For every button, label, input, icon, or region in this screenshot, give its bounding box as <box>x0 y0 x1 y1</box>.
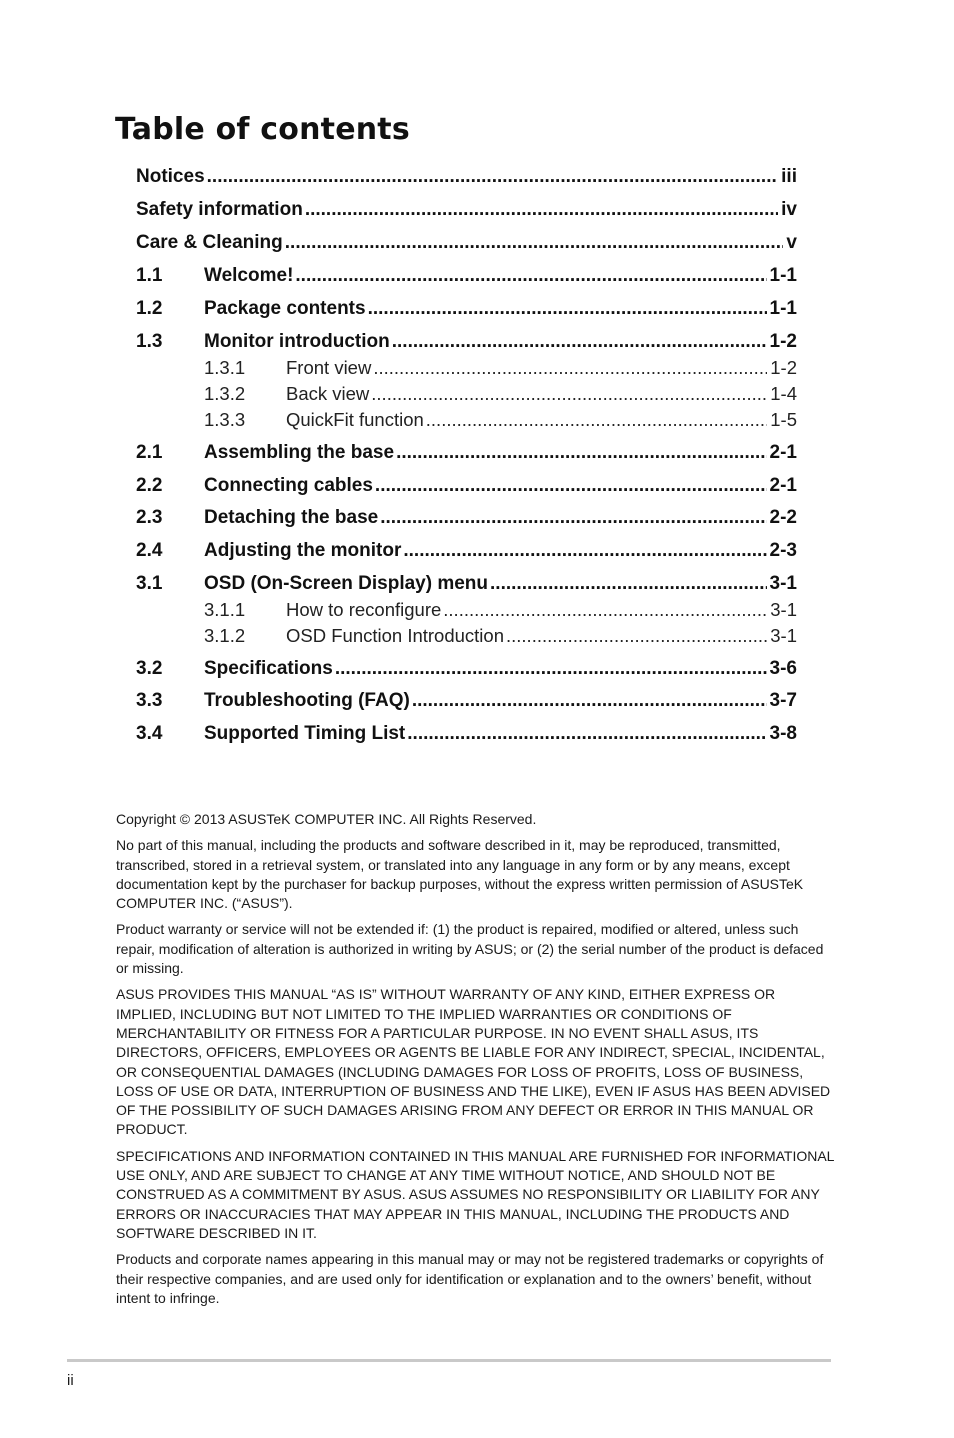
toc-entry[interactable] <box>136 331 797 359</box>
toc-dot-leader <box>403 540 766 562</box>
toc-entry[interactable] <box>136 383 797 411</box>
toc-dot-leader <box>412 690 767 712</box>
toc-entry-label: OSD Function Introduction <box>286 625 504 646</box>
toc-entry-number: 1.1 <box>136 265 163 286</box>
toc-entry-number: 2.3 <box>136 507 163 528</box>
page-number: ii <box>67 1372 74 1389</box>
toc-dot-leader <box>335 658 767 680</box>
toc-entry-label: Safety information <box>136 199 303 220</box>
toc-dot-leader <box>295 265 766 287</box>
toc-entry[interactable] <box>136 409 797 437</box>
toc-entry[interactable] <box>136 199 797 227</box>
toc-dot-leader <box>490 573 767 595</box>
toc-entry-label: Front view <box>286 357 372 378</box>
toc-dot-leader <box>368 298 767 320</box>
toc-entry-page: 3-6 <box>769 658 797 679</box>
toc-entry-label: Supported Timing List <box>204 723 406 744</box>
toc-dot-leader <box>285 232 784 254</box>
toc-entry-page: 1-4 <box>770 383 797 404</box>
toc-dot-leader <box>207 166 779 188</box>
toc-entry-number: 1.3 <box>136 331 163 352</box>
toc-entry[interactable] <box>136 599 797 627</box>
page-title: Table of contents <box>115 112 410 147</box>
toc-entry-label: Specifications <box>204 658 333 679</box>
toc-dot-leader <box>380 507 766 529</box>
toc-dot-leader <box>373 357 767 379</box>
legal-notice <box>116 810 836 1315</box>
toc-entry-label: Adjusting the monitor <box>204 540 402 561</box>
toc-dot-leader <box>371 383 767 405</box>
toc-entry-page: 1-2 <box>769 331 797 352</box>
legal-paragraph: Copyright © 2013 ASUSTeK COMPUTER INC. All Rights Reserved. <box>116 811 537 827</box>
toc-entry[interactable] <box>136 166 797 194</box>
toc-dot-leader <box>305 199 778 221</box>
toc-entry-page: 2-2 <box>769 507 797 528</box>
legal-paragraph: No part of this manual, including the products and software described in it, may be reproduced, transmitted, transcribed, stored in a retrieval system, or translated into any language in any form or by any means, except documentation kept by the purchaser for backup purposes, without the express written permission of ASUSTeK COMPUTER INC. (“ASUS”). <box>116 837 804 912</box>
toc-entry-number: 1.3.1 <box>204 357 246 378</box>
toc-entry-label: How to reconfigure <box>286 599 442 620</box>
toc-entry-label: Notices <box>136 166 205 187</box>
toc-entry[interactable] <box>136 265 797 293</box>
toc-entry-page: 3-8 <box>769 723 797 744</box>
toc-entry-page: 1-2 <box>770 357 797 378</box>
toc-entry-page: 3-7 <box>769 690 797 711</box>
legal-paragraph: Products and corporate names appearing in this manual may or may not be registered trademarks or copyrights of their respective companies, and are used only for identification or explanation and to the owners’ benefit, without intent to infringe. <box>116 1251 824 1306</box>
toc-entry-page: 3-1 <box>769 573 797 594</box>
toc-dot-leader <box>506 625 767 647</box>
toc-entry-label: QuickFit function <box>286 409 424 430</box>
toc-dot-leader <box>443 599 767 621</box>
toc-entry[interactable] <box>136 357 797 385</box>
toc-entry-number: 1.3.3 <box>204 409 246 430</box>
toc-dot-leader <box>407 723 766 745</box>
toc-entry[interactable] <box>136 507 797 535</box>
toc-entry[interactable] <box>136 442 797 470</box>
toc-entry-label: Back view <box>286 383 370 404</box>
toc-entry-label: Welcome! <box>204 265 294 286</box>
toc-entry-label: Assembling the base <box>204 442 395 463</box>
toc-dot-leader <box>396 442 766 464</box>
toc-entry[interactable] <box>136 690 797 718</box>
toc-entry-number: 3.1 <box>136 573 163 594</box>
toc-dot-leader <box>375 475 767 497</box>
toc-entry-number: 3.4 <box>136 723 163 744</box>
toc-entry[interactable] <box>136 475 797 503</box>
toc-entry-label: OSD (On-Screen Display) menu <box>204 573 489 594</box>
legal-paragraph: Product warranty or service will not be extended if: (1) the product is repaired, modified or altered, unless such repair, modification of alteration is authorized in writing by ASUS; or (2) the serial number of the product is defaced or missing. <box>116 921 824 977</box>
toc-entry[interactable] <box>136 298 797 326</box>
toc-entry-page: 1-1 <box>769 265 797 286</box>
toc-entry-label: Troubleshooting (FAQ) <box>204 690 410 711</box>
toc-entry-number: 2.1 <box>136 442 163 463</box>
toc-entry-number: 3.1.1 <box>204 599 246 620</box>
toc-entry-page: 3-1 <box>770 625 797 646</box>
toc-dot-leader <box>426 409 767 431</box>
toc-entry-page: iv <box>781 199 797 220</box>
legal-paragraph: SPECIFICATIONS AND INFORMATION CONTAINED IN THIS MANUAL ARE FURNISHED FOR INFORMATIONAL USE ONLY, AND ARE SUBJECT TO CHANGE AT ANY TIME WITHOUT NOTICE, AND SHOULD NOT BE CONSTRUED AS A COMMITMENT BY ASUS. ASUS ASSUMES NO RESPONSIBILITY OR LIABILITY FOR ANY ERRORS OR INACCURACIES THAT MAY APPEAR IN THIS MANUAL, INCLUDING THE PRODUCTS AND SOFTWARE DESCRIBED IN IT. <box>116 1147 834 1241</box>
toc-entry-page: 2-1 <box>769 475 797 496</box>
legal-paragraph: ASUS PROVIDES THIS MANUAL “AS IS” WITHOUT WARRANTY OF ANY KIND, EITHER EXPRESS OR IMPLIED, INCLUDING BUT NOT LIMITED TO THE IMPLIED WARRANTIES OR CONDITIONS OF MERCHANTABILITY OR FITNESS FOR A PARTICULAR PURPOSE. IN NO EVENT SHALL ASUS, ITS DIRECTORS, OFFICERS, EMPLOYEES OR AGENTS BE LIABLE FOR ANY INDIRECT, SPECIAL, INCIDENTAL, OR CONSEQUENTIAL DAMAGES (INCLUDING DAMAGES FOR LOSS OF PROFITS, LOSS OF BUSINESS, LOSS OF USE OR DATA, INTERRUPTION OF BUSINESS AND THE LIKE), EVEN IF ASUS HAS BEEN ADVISED OF THE POSSIBILITY OF SUCH DAMAGES ARISING FROM ANY DEFECT OR ERROR IN THIS MANUAL OR PRODUCT. <box>116 986 831 1138</box>
toc-entry-label: Monitor introduction <box>204 331 390 352</box>
toc-entry-page: 2-3 <box>769 540 797 561</box>
toc-entry-page: 1-5 <box>770 409 797 430</box>
toc-entry-number: 3.3 <box>136 690 163 711</box>
toc-entry-label: Connecting cables <box>204 475 373 496</box>
toc-entry[interactable] <box>136 540 797 568</box>
toc-dot-leader <box>392 331 767 353</box>
toc-entry[interactable] <box>136 723 797 751</box>
toc-entry-page: 2-1 <box>769 442 797 463</box>
toc-entry-label: Package contents <box>204 298 366 319</box>
toc-entry-page: 3-1 <box>770 599 797 620</box>
footer-divider <box>67 1359 831 1362</box>
toc-entry-number: 3.2 <box>136 658 163 679</box>
toc-entry-label: Care & Cleaning <box>136 232 283 253</box>
toc-entry[interactable] <box>136 232 797 260</box>
toc-entry[interactable] <box>136 625 797 653</box>
toc-entry-page: 1-1 <box>769 298 797 319</box>
toc-entry-number: 1.3.2 <box>204 383 246 404</box>
toc-entry[interactable] <box>136 573 797 601</box>
toc-entry[interactable] <box>136 658 797 686</box>
toc-entry-page: iii <box>781 166 797 187</box>
toc-entry-label: Detaching the base <box>204 507 379 528</box>
toc-entry-number: 3.1.2 <box>204 625 246 646</box>
toc-entry-page: v <box>786 232 797 253</box>
toc-entry-number: 2.2 <box>136 475 163 496</box>
toc-entry-number: 2.4 <box>136 540 163 561</box>
toc-entry-number: 1.2 <box>136 298 163 319</box>
